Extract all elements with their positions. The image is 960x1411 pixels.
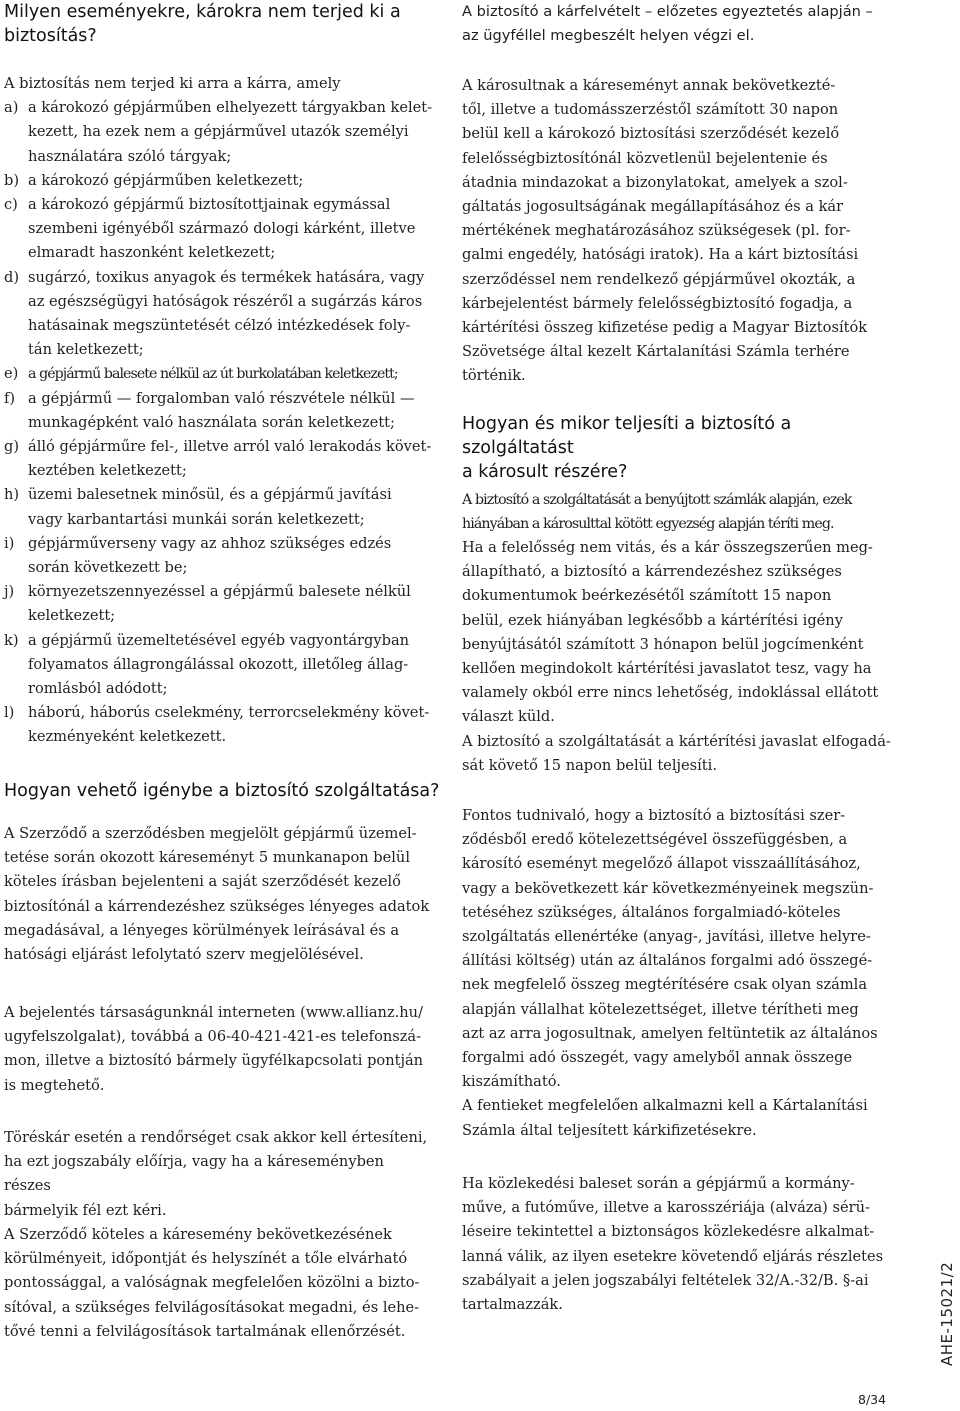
text-line: Számla által teljesített kárkifizetésekre. [462,1121,757,1139]
item-line: kezett, ha ezek nem a gépjárművel utazók személyi [28,123,409,141]
text-line: szerződéssel nem rendelkező gépjárművel okozták, a [462,270,856,288]
text-line: vagy a bekövetkezett kár következményeinek megszün- [462,879,874,897]
text-line: tetéséhez szükséges, általános forgalmiadó-köteles [462,903,841,921]
text-line: galmi engedély, hatósági iratok). Ha a kárt biztosítási [462,246,859,264]
text-line: bármelyik fél ezt kéri. [4,1201,167,1219]
settlement-paragraph [462,536,902,778]
text-line: az ügyféllel megbeszélt helyen végzi el. [462,27,755,45]
text-line: mértékének meghatározásához szükségesek (pl. for- [462,222,851,240]
text-line: lanná válik, az ilyen esetekre követendő eljárás részletes [462,1247,884,1265]
list-item [4,629,434,702]
item-label: d) [4,268,20,286]
claims-paragraph-4 [4,1223,434,1344]
text-line: gáltatás jogosultságának megállapításához és a kár [462,198,844,216]
item-label: h) [4,486,20,504]
text-line: Ha közlekedési baleset során a gépjármű a kormány- [462,1175,855,1192]
list-item [4,169,434,193]
exclusions-intro: A biztosítás nem terjed ki arra a kárra, amely [4,75,341,92]
text-line: A bejelentés társaságunknál interneten (www.allianz.hu/ [4,1004,423,1021]
item-label: a) [4,99,19,117]
claims-paragraph-3 [4,1126,434,1223]
item-label: g) [4,438,20,456]
text-line: azt az arra jogosultnak, amelyen feltüntetik az általános [462,1024,878,1042]
text-line: kiszámítható. [462,1073,561,1091]
text-line: tővé tenni a felvilágosítások tartalmának ellenőrzését. [4,1322,406,1340]
item-line: kezményeként keletkezett. [28,728,227,746]
heading-line: a károsult részére? [462,462,628,482]
exclusions-block [4,72,434,750]
text-line: pontossággal, a valóságnak megfelelően közölni a bizto- [4,1274,420,1292]
text-line: is megtehető. [4,1076,105,1094]
item-line: környezetszennyezéssel a gépjármű balesete nélkül [28,583,411,601]
document-code: AHE-15021/2 [938,1261,956,1366]
item-label: j) [4,583,15,601]
list-item [4,362,434,386]
text-line: kártérítési összeg kifizetése pedig a Magyar Biztosítók [462,319,868,337]
text-line: tartalmazzák. [462,1296,563,1314]
item-label: f) [4,389,16,407]
item-line: vagy karbantartási munkái során keletkezett; [28,510,365,528]
list-item [4,483,434,531]
list-item [4,266,434,363]
text-line: választ küld. [462,708,555,726]
list-item [4,580,434,628]
text-line: A károsultnak a káreseményt annak bekövetkezté- [462,77,836,94]
text-line: belül, ezek hiányában legkésőbb a kártérítési igény [462,611,843,629]
road-safety-paragraph [462,1172,902,1317]
item-label: b) [4,171,20,189]
item-label: e) [4,365,19,383]
item-line: munkagépként való használata során keletkezett; [28,413,395,431]
text-line: alapján vállalhat kötelezettséget, illetve térítheti meg [462,1000,859,1018]
section-heading-claims: Hogyan vehető igénybe a biztosító szolgáltatása? [4,781,440,801]
item-line: szembeni igényéből származó dologi kárként, illetve [28,220,416,238]
item-line: álló gépjárműre fel-, illetve arról való lerakodás követ- [28,438,432,456]
text-line: A fentieket megfelelően alkalmazni kell a Kártalanítási [462,1097,868,1115]
heading-line: biztosítás? [4,26,97,46]
text-line: szolgáltatás ellenértéke (anyag-, javítási, illetve helyre- [462,928,871,946]
text-line: megadásával, a lényeges körülmények leírásával és a [4,921,400,939]
item-line: üzemi balesetnek minősül, és a gépjármű javítási [28,486,392,504]
item-line: romlásból adódott; [28,680,168,698]
text-line: Szövetsége által kezelt Kártalanítási Számla terhére [462,343,850,361]
text-line: kárbejelentést bármely felelősségbiztosító fogadja, a [462,294,853,312]
text-line: sát követő 15 napon belül teljesíti. [462,756,717,774]
text-line: felelősségbiztosítónál közvetlenül bejelentenie és [462,149,828,167]
text-line: Fontos tudnivaló, hogy a biztosító a biztosítási szer- [462,807,846,824]
text-line: A Szerződő köteles a káresemény bekövetkezésének [4,1226,392,1243]
section-heading-exclusions [4,0,434,48]
text-line: belül kell a károkozó biztosítási szerződését kezelő [462,125,840,143]
item-line: a károkozó gépjárműben keletkezett; [28,171,304,189]
exclusions-list [4,96,434,749]
claims-paragraph-1 [4,822,434,967]
item-line: a károkozó gépjárműben elhelyezett tárgyakban kelet- [28,99,433,117]
text-line: forgalmi adó összegét, vagy amelyből annak összege [462,1049,853,1067]
item-label: i) [4,534,15,552]
heading-line: Hogyan és mikor teljesíti a biztosító a szolgáltatást [462,414,792,458]
claims-paragraph-2 [4,1001,434,1098]
text-line: A biztosító a szolgáltatását a benyújtott számlák alapján, ezek [462,492,852,508]
text-line: hiányában a károsulttal kötött egyezség alapján téríti meg. [462,516,834,533]
page-number: 8/34 [858,1392,887,1407]
text-line: műve, a futóműve, illetve a karosszériája (alváza) sérü- [462,1199,870,1217]
text-line: A biztosító a szolgáltatását a kártérítési javaslat elfogadá- [462,732,891,750]
text-line: körülményeit, időpontját és helyszínét a tőle elvárható [4,1250,408,1268]
text-line: állapítható, a biztosító a kárrendezéshez szükséges [462,563,842,581]
text-line: ződésből eredő kötelezettségével összefüggésben, a [462,831,848,849]
text-line: állítási költség) után az általános forgalmi adó összegé- [462,952,873,970]
text-line: mon, illetve a biztosító bármely ügyfélkapcsolati pontján [4,1052,424,1070]
text-line: benyújtásától számított 3 hónapon belül jogcímenként [462,635,864,653]
list-item [4,387,434,435]
text-line: hatósági eljárást lefolytató szerv megjelölésével. [4,946,364,964]
item-line: a gépjármű balesete nélkül az út burkolatában keletkezett; [28,366,398,383]
item-line: sugárzó, toxikus anyagok és termékek hatására, vagy [28,268,425,286]
item-line: tán keletkezett; [28,341,144,359]
text-line: valamely okból erre nincs lehetőség, indoklással ellátott [462,684,879,702]
inspection-paragraph [462,0,902,48]
item-line: a gépjármű üzemeltetésével egyéb vagyontárgyban [28,631,410,649]
list-item [4,532,434,580]
item-line: folyamatos állagrongálással okozott, illetőleg állag- [28,655,409,673]
text-line: köteles írásban bejelenteni a saját szerződését kezelő [4,873,401,891]
item-line: során következett be; [28,559,188,577]
item-line: az egészségügyi hatóságok részéről a sugárzás káros [28,292,423,310]
text-line: történik. [462,367,526,385]
text-line: Töréskár esetén a rendőrséget csak akkor kell értesíteni, [4,1129,428,1146]
text-line: A Szerződő a szerződésben megjelölt gépjármű üzemel- [4,825,417,842]
text-line: károsító eseményt megelőző állapot visszaállításához, [462,855,861,873]
list-item [4,193,434,266]
list-item [4,96,434,169]
item-line: hatásainak megszüntetését célzó intézkedések foly- [28,317,411,335]
text-line: Ha a felelősség nem vitás, és a kár összegszerűen meg- [462,539,873,556]
text-line: nek megfelelő összeg megtérítésére csak olyan számla [462,976,868,994]
list-item [4,701,434,749]
text-line: ha ezt jogszabály előírja, vagy ha a káreseményben részes [4,1153,384,1195]
text-line: A biztosító a kárfelvételt – előzetes egyeztetés alapján – [462,3,873,20]
item-label: k) [4,631,19,649]
item-label: l) [4,704,15,722]
heading-line: Milyen eseményekre, károkra nem terjed ki a [4,2,401,22]
section-heading-settlement [462,412,902,484]
text-line: től, illetve a tudomásszerzéstől számított 30 napon [462,101,839,119]
item-line: gépjárműverseny vagy az ahhoz szükséges edzés [28,534,392,552]
text-line: sítóval, a szükséges felvilágosításokat megadni, és lehe- [4,1298,420,1316]
item-line: keztében keletkezett; [28,462,187,480]
settlement-basis [462,488,902,536]
claimant-paragraph [462,74,902,389]
item-line: a gépjármű — forgalomban való részvétele nélkül — [28,389,415,407]
text-line: tetése során okozott káreseményt 5 munkanapon belül [4,849,411,867]
item-label: c) [4,196,18,214]
item-line: elmaradt haszonként keletkezett; [28,244,276,262]
text-line: kellően megindokolt kártérítési javaslatot tesz, vagy ha [462,660,872,678]
item-line: a károkozó gépjármű biztosítottjainak egymással [28,196,391,214]
item-line: keletkezett; [28,607,116,625]
item-line: háború, háborús cselekmény, terrorcselekmény követ- [28,704,430,722]
text-line: léseire tekintettel a biztonságos közlekedésre alkalmat- [462,1223,875,1241]
item-line: használatára szóló tárgyak; [28,147,232,165]
text-line: ugyfelszolgalat), továbbá a 06-40-421-421-es telefonszá- [4,1028,422,1046]
vat-paragraph [462,804,902,1143]
text-line: biztosítónál a kárrendezéshez szükséges lényeges adatok [4,897,430,915]
list-item [4,435,434,483]
text-line: dokumentumok beérkezésétől számított 15 napon [462,587,832,605]
text-line: szabályait a jelen jogszabályi feltételek 32/A.-32/B. §-ai [462,1271,869,1289]
text-line: átadnia mindazokat a bizonylatokat, amelyek a szol- [462,173,848,191]
